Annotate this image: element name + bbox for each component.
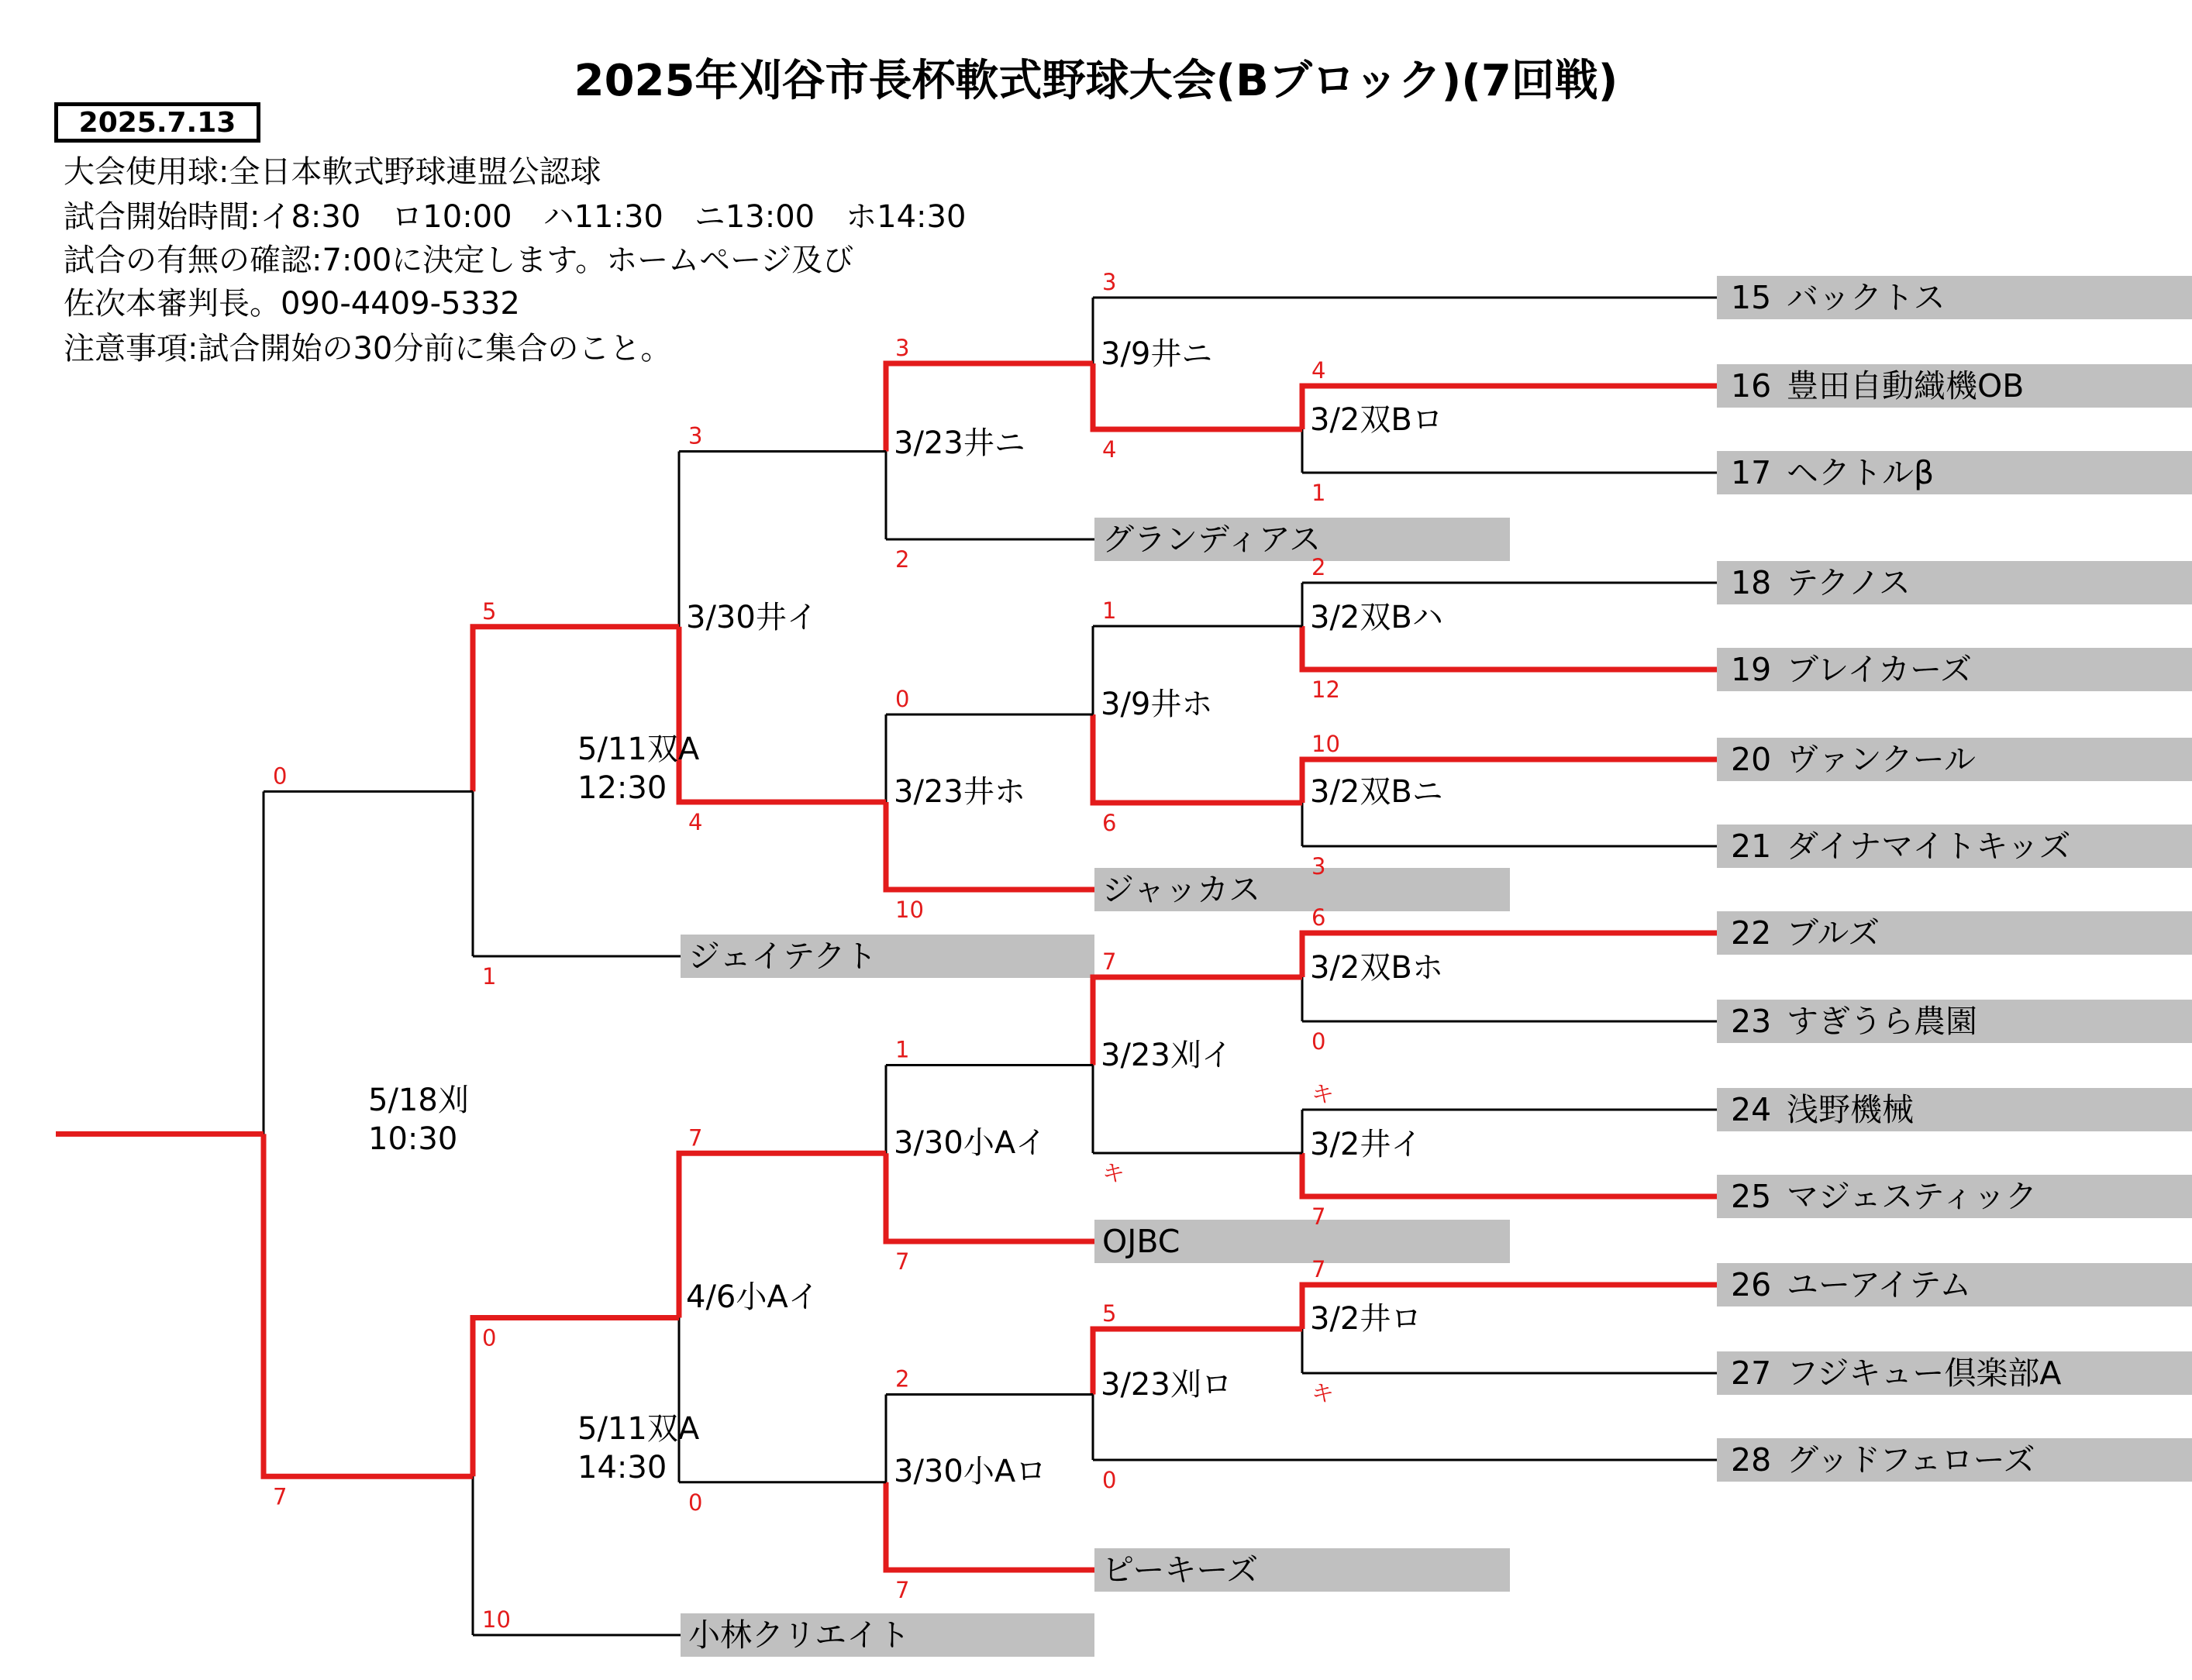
match-label-m10: 3/23刈ロ [1101, 1367, 1232, 1403]
team-number-t24: 24 [1731, 1091, 1772, 1128]
winner-path-m8 [1093, 714, 1302, 803]
score-bottom-m13: 7 [895, 1248, 910, 1275]
score-top-m7: 3 [1102, 269, 1117, 295]
info-line-referee: 佐次本審判長。090-4409-5332 [64, 286, 520, 322]
score-bottom-m9: キ [1102, 1160, 1125, 1186]
score-bottom-m8: 6 [1102, 810, 1117, 836]
team-name-t16: 豊田自動織機OB [1787, 367, 2025, 405]
score-bottom-m10: 0 [1102, 1467, 1117, 1493]
team-number-t15: 15 [1731, 279, 1772, 316]
info-line-notes: 注意事項:試合開始の30分前に集合のこと。 [64, 331, 672, 367]
score-top-m4: 6 [1311, 904, 1326, 931]
match-label-m6: 3/2井ロ [1310, 1301, 1422, 1337]
score-top-m6: 7 [1311, 1256, 1326, 1282]
team-number-t21: 21 [1731, 828, 1772, 865]
score-bottom-m6: キ [1311, 1380, 1335, 1406]
date-box: 2025.7.13 [54, 102, 260, 143]
team-name-jtekt: ジェイテクト [688, 938, 877, 975]
team-name-t27: フジキュー倶楽部A [1787, 1355, 2062, 1392]
team-name-t23: すぎうら農園 [1787, 1003, 1977, 1040]
match-label-m14: 3/30小Aロ [894, 1454, 1047, 1489]
team-name-t22: ブルズ [1787, 914, 1880, 952]
score-top-m3: 10 [1311, 731, 1340, 757]
team-name-t28: グッドフェローズ [1787, 1441, 2035, 1479]
score-top-m14: 2 [895, 1365, 910, 1393]
info-line-confirmation: 試合の有無の確認:7:00に決定します。ホームページ及び [64, 243, 854, 278]
match-label-m2: 3/2双Bハ [1310, 600, 1443, 635]
score-top-m17: 5 [482, 597, 497, 625]
info-line-ball: 大会使用球:全日本軟式野球連盟公認球 [64, 154, 601, 190]
score-bottom-m19: 7 [273, 1483, 288, 1510]
score-top-m10: 5 [1102, 1300, 1117, 1327]
score-top-m9: 7 [1102, 948, 1117, 975]
team-name-t21: ダイナマイトキッズ [1787, 828, 2071, 865]
team-number-t25: 25 [1731, 1178, 1772, 1215]
team-number-t17: 17 [1731, 454, 1772, 491]
team-name-t25: マジェスティック [1787, 1178, 2038, 1215]
score-top-m8: 1 [1102, 597, 1117, 624]
team-name-t17: ヘクトルβ [1787, 454, 1935, 491]
match-label-m19: 5/18刈 [368, 1083, 469, 1118]
match-label-m15: 3/30井イ [686, 600, 818, 635]
score-bottom-m7: 4 [1102, 436, 1117, 463]
score-top-m11: 3 [895, 335, 910, 361]
match-label-m18: 14:30 [577, 1450, 667, 1485]
winner-path-m14 [886, 1482, 1094, 1570]
match-label-m13: 3/30小Aイ [894, 1125, 1047, 1161]
team-name-t20: ヴァンクール [1787, 741, 1976, 778]
team-number-t28: 28 [1731, 1441, 1772, 1479]
score-bottom-m15: 4 [688, 809, 703, 835]
score-bottom-m5: 7 [1311, 1203, 1326, 1230]
team-name-t24: 浅野機械 [1787, 1091, 1914, 1128]
team-number-t27: 27 [1731, 1355, 1772, 1392]
match-label-m3: 3/2双Bニ [1310, 774, 1443, 810]
match-label-m16: 4/6小Aイ [686, 1279, 819, 1315]
score-top-m1: 4 [1311, 357, 1326, 384]
winner-path-m15 [679, 627, 886, 802]
page-title: 2025年刈谷市長杯軟式野球大会(Bブロック)(7回戦) [574, 56, 1618, 106]
score-bottom-m14: 7 [895, 1577, 910, 1603]
match-label-m7: 3/9井ニ [1101, 336, 1213, 372]
team-number-t22: 22 [1731, 914, 1772, 952]
score-bottom-m11: 2 [895, 546, 910, 573]
team-number-t18: 18 [1731, 564, 1772, 601]
team-name-kobayashi: 小林クリエイト [688, 1616, 911, 1654]
score-bottom-m4: 0 [1311, 1028, 1326, 1055]
match-label-m8: 3/9井ホ [1101, 687, 1213, 722]
match-label-m1: 3/2双Bロ [1310, 402, 1443, 438]
team-number-t19: 19 [1731, 651, 1772, 688]
match-label-m4: 3/2双Bホ [1310, 950, 1443, 986]
match-label-m11: 3/23井ニ [894, 425, 1025, 461]
score-top-m15: 3 [688, 422, 703, 449]
score-top-m2: 2 [1311, 554, 1326, 580]
score-bottom-m3: 3 [1311, 853, 1326, 880]
score-bottom-m1: 1 [1311, 480, 1326, 506]
match-label-m17: 5/11双A [577, 732, 700, 767]
team-name-grandias: グランディアス [1102, 521, 1322, 558]
team-name-jackas: ジャッカス [1102, 871, 1261, 908]
score-top-m16: 7 [688, 1124, 703, 1152]
score-top-m13: 1 [895, 1036, 910, 1063]
winner-path-m12 [886, 802, 1094, 890]
team-number-t16: 16 [1731, 367, 1772, 405]
score-bottom-m16: 0 [688, 1489, 703, 1516]
team-name-t19: ブレイカーズ [1787, 651, 1973, 688]
score-bottom-m18: 0 [482, 1324, 497, 1351]
score-top-m19: 0 [273, 763, 288, 790]
winner-path-m13 [886, 1153, 1094, 1241]
score-bottom-m12: 10 [895, 897, 924, 923]
match-label-m18: 5/11双A [577, 1411, 700, 1447]
match-label-m12: 3/23井ホ [894, 774, 1025, 810]
team-number-t20: 20 [1731, 741, 1772, 778]
match-label-m9: 3/23刈イ [1101, 1038, 1232, 1073]
match-label-m5: 3/2井イ [1310, 1127, 1422, 1162]
team-name-t18: テクノス [1787, 564, 1911, 601]
team-number-t23: 23 [1731, 1003, 1772, 1040]
team-number-t26: 26 [1731, 1266, 1772, 1303]
team-name-peekies: ピーキーズ [1102, 1551, 1259, 1589]
score-top-m5: キ [1311, 1081, 1335, 1107]
score-bottom-m2: 12 [1311, 676, 1340, 703]
team-name-ojbc: OJBC [1102, 1223, 1180, 1260]
info-line-start-times: 試合開始時間:イ8:30 ロ10:00 ハ11:30 ニ13:00 ホ14:30 [64, 199, 967, 235]
winner-path-m19 [264, 1134, 473, 1476]
team-name-t15: バックトス [1787, 279, 1946, 316]
score-bottom-m17: 1 [482, 963, 497, 990]
match-label-m17: 12:30 [577, 770, 667, 806]
match-label-m19: 10:30 [368, 1121, 458, 1157]
score-top-m12: 0 [895, 686, 910, 712]
team-name-t26: ユーアイテム [1787, 1266, 1972, 1303]
score-top-m18: 10 [482, 1606, 511, 1633]
winner-path-m7 [1093, 363, 1302, 429]
